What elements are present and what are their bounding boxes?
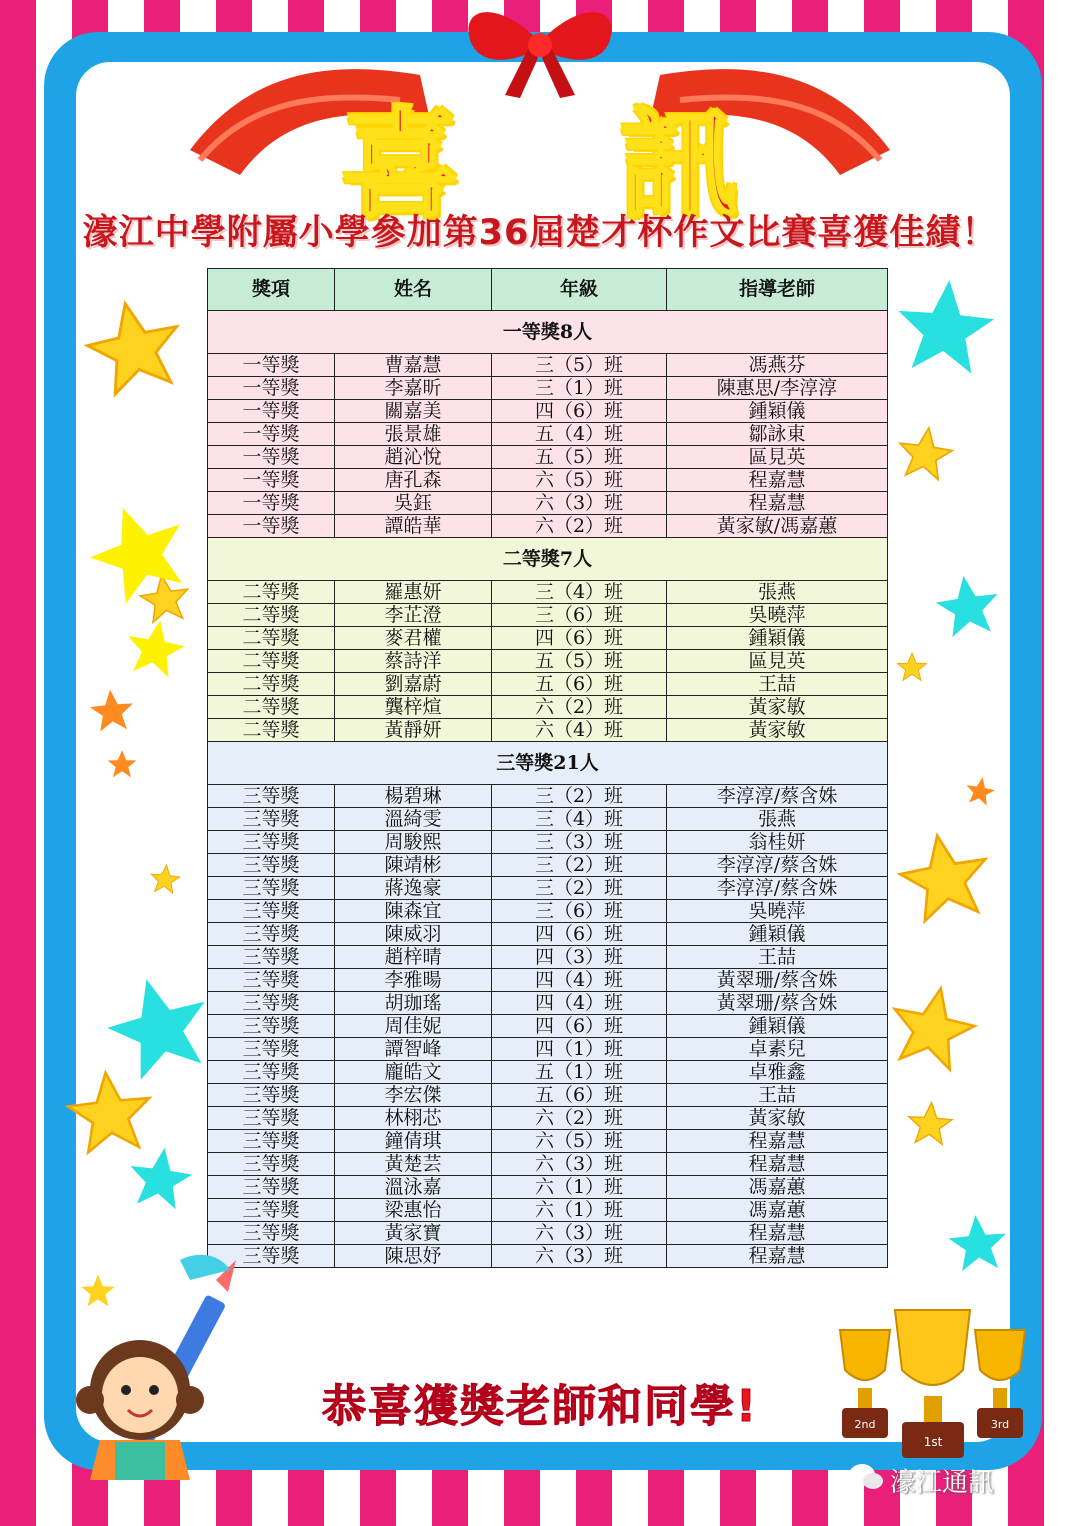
teacher-cell: 黃翠珊/蔡含姝 (667, 992, 888, 1015)
award-cell: 三等獎 (208, 946, 335, 969)
teacher-cell: 張燕 (667, 808, 888, 831)
award-cell: 三等獎 (208, 785, 335, 808)
name-cell: 曹嘉慧 (335, 354, 492, 377)
name-cell: 關嘉美 (335, 400, 492, 423)
grade-cell: 三（5）班 (492, 354, 667, 377)
teacher-cell: 程嘉慧 (667, 1222, 888, 1245)
name-cell: 李芷澄 (335, 604, 492, 627)
name-cell: 趙梓晴 (335, 946, 492, 969)
name-cell: 譚皓華 (335, 515, 492, 538)
grade-cell: 三（3）班 (492, 831, 667, 854)
grade-cell: 六（2）班 (492, 1107, 667, 1130)
award-cell: 三等獎 (208, 1176, 335, 1199)
grade-cell: 四（3）班 (492, 946, 667, 969)
award-cell: 三等獎 (208, 1107, 335, 1130)
grade-cell: 四（6）班 (492, 400, 667, 423)
teacher-cell: 吳曉萍 (667, 604, 888, 627)
grade-cell: 三（2）班 (492, 877, 667, 900)
grade-cell: 六（3）班 (492, 1245, 667, 1268)
teacher-cell: 吳曉萍 (667, 900, 888, 923)
grade-cell: 六（2）班 (492, 515, 667, 538)
award-cell: 一等獎 (208, 515, 335, 538)
award-cell: 三等獎 (208, 1038, 335, 1061)
section-heading: 二等獎7人 (208, 538, 888, 581)
award-cell: 三等獎 (208, 1084, 335, 1107)
teacher-cell: 程嘉慧 (667, 1153, 888, 1176)
name-cell: 陳森宜 (335, 900, 492, 923)
name-cell: 劉嘉蔚 (335, 673, 492, 696)
name-cell: 趙沁悅 (335, 446, 492, 469)
teacher-cell: 張燕 (667, 581, 888, 604)
name-cell: 唐孔森 (335, 469, 492, 492)
name-cell: 蔣逸豪 (335, 877, 492, 900)
name-cell: 黃楚芸 (335, 1153, 492, 1176)
page-subtitle: 濠江中學附屬小學參加第36屆楚才杯作文比賽喜獲佳績！ (82, 213, 998, 253)
name-cell: 龐皓文 (335, 1061, 492, 1084)
award-cell: 二等獎 (208, 696, 335, 719)
name-cell: 譚智峰 (335, 1038, 492, 1061)
name-cell: 李宏傑 (335, 1084, 492, 1107)
teacher-cell: 卓素兒 (667, 1038, 888, 1061)
teacher-cell: 程嘉慧 (667, 1245, 888, 1268)
grade-cell: 四（1）班 (492, 1038, 667, 1061)
name-cell: 陳靖彬 (335, 854, 492, 877)
star-icon (98, 276, 1009, 1272)
page-title: 喜 訊 (341, 96, 799, 234)
grade-cell: 三（4）班 (492, 808, 667, 831)
award-cell: 二等獎 (208, 673, 335, 696)
award-cell: 三等獎 (208, 969, 335, 992)
award-cell: 三等獎 (208, 808, 335, 831)
name-cell: 林栩芯 (335, 1107, 492, 1130)
award-cell: 三等獎 (208, 877, 335, 900)
grade-cell: 六（2）班 (492, 696, 667, 719)
grade-cell: 三（6）班 (492, 900, 667, 923)
name-cell: 吳鈺 (335, 492, 492, 515)
award-cell: 三等獎 (208, 831, 335, 854)
teacher-cell: 黃家敏 (667, 1107, 888, 1130)
grade-cell: 五（4）班 (492, 423, 667, 446)
grade-cell: 六（5）班 (492, 1130, 667, 1153)
name-cell: 黃靜妍 (335, 719, 492, 742)
star-icon (78, 492, 199, 680)
name-cell: 周駿熙 (335, 831, 492, 854)
grade-cell: 三（2）班 (492, 785, 667, 808)
grade-cell: 四（6）班 (492, 923, 667, 946)
award-cell: 三等獎 (208, 1061, 335, 1084)
teacher-cell: 李淳淳/蔡含姝 (667, 854, 888, 877)
star-icon (89, 688, 997, 807)
grade-cell: 四（4）班 (492, 969, 667, 992)
grade-cell: 五（6）班 (492, 673, 667, 696)
teacher-cell: 鍾穎儀 (667, 627, 888, 650)
name-cell: 李嘉昕 (335, 377, 492, 400)
teacher-cell: 王喆 (667, 946, 888, 969)
award-cell: 一等獎 (208, 446, 335, 469)
award-cell: 一等獎 (208, 377, 335, 400)
award-cell: 三等獎 (208, 854, 335, 877)
award-cell: 一等獎 (208, 492, 335, 515)
grade-cell: 六（3）班 (492, 1222, 667, 1245)
teacher-cell: 區見英 (667, 650, 888, 673)
grade-cell: 五（6）班 (492, 1084, 667, 1107)
award-cell: 三等獎 (208, 1245, 335, 1268)
award-cell: 三等獎 (208, 923, 335, 946)
teacher-cell: 程嘉慧 (667, 1130, 888, 1153)
name-cell: 陳威羽 (335, 923, 492, 946)
svg-text:1st: 1st (923, 1435, 943, 1449)
name-cell: 龔梓煊 (335, 696, 492, 719)
section-heading: 一等獎8人 (208, 311, 888, 354)
svg-text:2nd: 2nd (854, 1418, 876, 1431)
grade-cell: 五（5）班 (492, 650, 667, 673)
grade-cell: 三（4）班 (492, 581, 667, 604)
name-cell: 麥君權 (335, 627, 492, 650)
teacher-cell: 馮嘉蕙 (667, 1199, 888, 1222)
name-cell: 胡珈瑤 (335, 992, 492, 1015)
teacher-cell: 鄒詠東 (667, 423, 888, 446)
teacher-cell: 黃家敏 (667, 696, 888, 719)
grade-cell: 四（4）班 (492, 992, 667, 1015)
teacher-cell: 黃家敏 (667, 719, 888, 742)
name-cell: 楊碧琳 (335, 785, 492, 808)
grade-cell: 六（3）班 (492, 492, 667, 515)
award-cell: 三等獎 (208, 1153, 335, 1176)
teacher-cell: 區見英 (667, 446, 888, 469)
grade-cell: 四（6）班 (492, 1015, 667, 1038)
teacher-cell: 陳惠思/李淳淳 (667, 377, 888, 400)
grade-cell: 三（6）班 (492, 604, 667, 627)
congratulations-message: 恭喜獲獎老師和同學! (321, 1381, 759, 1432)
grade-cell: 三（2）班 (492, 854, 667, 877)
teacher-cell: 馮嘉蕙 (667, 1176, 888, 1199)
teacher-cell: 鍾穎儀 (667, 923, 888, 946)
grade-cell: 六（4）班 (492, 719, 667, 742)
wechat-icon (848, 1462, 884, 1492)
name-cell: 羅惠妍 (335, 581, 492, 604)
grade-cell: 三（1）班 (492, 377, 667, 400)
award-cell: 二等獎 (208, 650, 335, 673)
teacher-cell: 李淳淳/蔡含姝 (667, 877, 888, 900)
name-cell: 溫綺雯 (335, 808, 492, 831)
grade-cell: 六（1）班 (492, 1199, 667, 1222)
teacher-cell: 程嘉慧 (667, 492, 888, 515)
teacher-cell: 王喆 (667, 1084, 888, 1107)
star-icon (65, 294, 994, 1154)
grade-cell: 五（1）班 (492, 1061, 667, 1084)
name-cell: 周佳妮 (335, 1015, 492, 1038)
teacher-cell: 黃翠珊/蔡含姝 (667, 969, 888, 992)
name-cell: 陳思妤 (335, 1245, 492, 1268)
award-cell: 三等獎 (208, 900, 335, 923)
name-cell: 李雅暘 (335, 969, 492, 992)
column-header-name: 姓名 (335, 269, 492, 311)
grade-cell: 六（5）班 (492, 469, 667, 492)
award-cell: 一等獎 (208, 469, 335, 492)
teacher-cell: 王喆 (667, 673, 888, 696)
award-cell: 一等獎 (208, 354, 335, 377)
svg-text:3rd: 3rd (990, 1418, 1010, 1431)
watermark-text: 濠江通訊 (890, 1468, 995, 1498)
award-cell: 二等獎 (208, 719, 335, 742)
section-heading: 三等獎21人 (208, 742, 888, 785)
column-header-grade: 年級 (492, 269, 667, 311)
grade-cell: 五（5）班 (492, 446, 667, 469)
name-cell: 溫泳嘉 (335, 1176, 492, 1199)
award-cell: 三等獎 (208, 992, 335, 1015)
award-cell: 三等獎 (208, 1015, 335, 1038)
column-header-teacher: 指導老師 (667, 269, 888, 311)
teacher-cell: 鍾穎儀 (667, 1015, 888, 1038)
name-cell: 黃家寶 (335, 1222, 492, 1245)
grade-cell: 六（3）班 (492, 1153, 667, 1176)
teacher-cell: 李淳淳/蔡含姝 (667, 785, 888, 808)
grade-cell: 四（6）班 (492, 627, 667, 650)
award-cell: 二等獎 (208, 581, 335, 604)
girl-with-pencil-icon (40, 1250, 260, 1480)
award-cell: 三等獎 (208, 1222, 335, 1245)
name-cell: 張景雄 (335, 423, 492, 446)
teacher-cell: 程嘉慧 (667, 469, 888, 492)
teacher-cell: 鍾穎儀 (667, 400, 888, 423)
award-cell: 一等獎 (208, 400, 335, 423)
teacher-cell: 黃家敏/馮嘉蕙 (667, 515, 888, 538)
teacher-cell: 馮燕芬 (667, 354, 888, 377)
name-cell: 鐘倩琪 (335, 1130, 492, 1153)
teacher-cell: 翁桂妍 (667, 831, 888, 854)
award-cell: 一等獎 (208, 423, 335, 446)
award-cell: 二等獎 (208, 627, 335, 650)
name-cell: 蔡詩洋 (335, 650, 492, 673)
column-header-award: 獎項 (208, 269, 335, 311)
award-cell: 二等獎 (208, 604, 335, 627)
award-cell: 三等獎 (208, 1199, 335, 1222)
grade-cell: 六（1）班 (492, 1176, 667, 1199)
name-cell: 梁惠怡 (335, 1199, 492, 1222)
award-cell: 三等獎 (208, 1130, 335, 1153)
teacher-cell: 卓雅鑫 (667, 1061, 888, 1084)
